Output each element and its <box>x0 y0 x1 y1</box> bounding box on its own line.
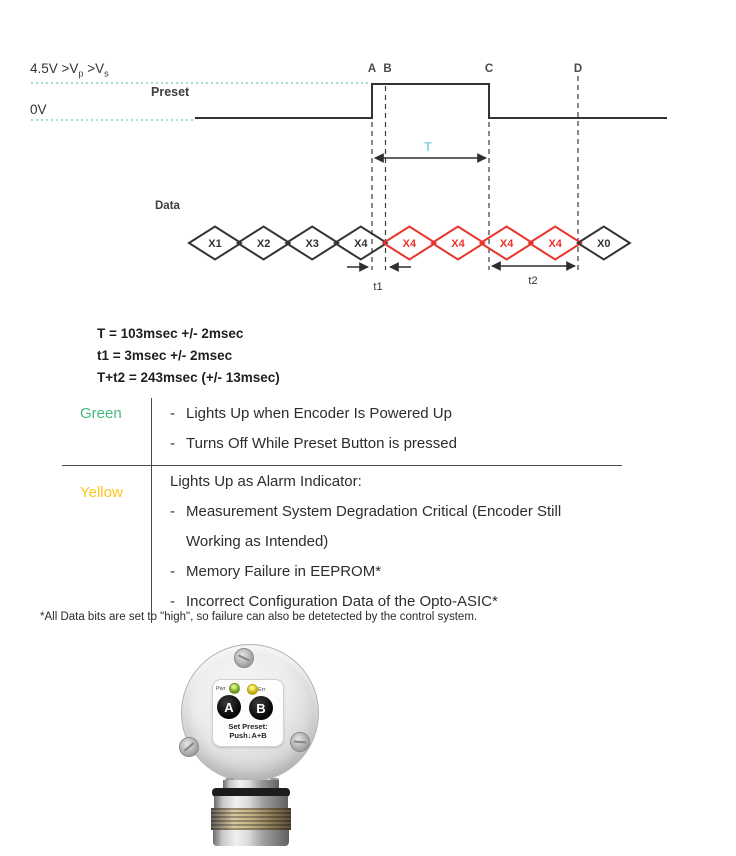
data-cell-diamond <box>189 227 241 260</box>
connector-threads <box>211 808 291 830</box>
description-bullet: - Lights Up when Encoder Is Powered Up <box>170 405 452 422</box>
marker-label-B: B <box>383 63 392 75</box>
data-cell-label: X4 <box>499 238 514 250</box>
indicator-color-label: Green <box>62 398 152 465</box>
button-a <box>217 695 241 719</box>
indicator-description <box>152 398 622 465</box>
data-signal-label: Data <box>155 200 180 212</box>
indicator-description <box>152 466 622 623</box>
data-cell-diamond <box>238 227 290 260</box>
data-cell-label: X4 <box>354 238 368 250</box>
data-cell-label: X4 <box>451 238 465 250</box>
data-cell-label: X2 <box>256 238 271 250</box>
button-b-letter: B <box>256 700 266 716</box>
data-cell-label: X1 <box>208 238 222 250</box>
data-cell-diamond <box>286 227 338 260</box>
timing-specs <box>97 323 280 389</box>
marker-label-A: A <box>367 63 377 75</box>
connector-middle <box>214 796 288 808</box>
pwr-led-label: Pwr <box>216 686 226 692</box>
data-cell-diamond <box>335 227 387 260</box>
table-row <box>62 465 622 623</box>
timing-spec-line: T = 103msec +/- 2msec <box>97 326 244 341</box>
t1-label: t1 <box>373 281 383 293</box>
indicator-color-label: Yellow <box>62 466 152 623</box>
marker-label-D: D <box>573 63 583 75</box>
screw-bottom-right <box>290 732 310 752</box>
data-cell-diamond <box>529 227 581 260</box>
description-bullet: - Measurement System Degradation Critical (Encoder Still Working as Intended) <box>170 503 562 550</box>
set-preset-text: Set Preset: <box>228 722 268 731</box>
data-cell-diamond <box>432 227 484 260</box>
zero-volt-label: 0V <box>30 102 47 117</box>
marker-label-C: C <box>484 63 494 75</box>
screw-bottom-left <box>179 737 199 757</box>
table-row <box>62 398 622 465</box>
data-cell-label: X4 <box>402 238 417 250</box>
timing-diagram <box>0 0 736 300</box>
data-cell-diamond <box>383 227 435 260</box>
voltage-high-label: $4.5V >V_p >V_s$ <box>30 61 109 79</box>
data-cells <box>189 227 630 260</box>
description-bullet: - Incorrect Configuration Data of the Opto-ASIC* <box>170 593 498 610</box>
preset-signal-trace <box>195 84 667 118</box>
t2-label: t2 <box>528 275 538 287</box>
preset-signal-label: Preset <box>151 85 190 99</box>
timing-spec-line: t1 = 3msec +/- 2msec <box>97 348 233 363</box>
connector-base <box>213 830 289 846</box>
device-label-plate <box>212 679 284 747</box>
err-led-label: Err <box>258 687 266 693</box>
description-bullet: - Memory Failure in EEPROM* <box>170 563 382 580</box>
data-cell-label: X4 <box>548 238 562 250</box>
push-ab-text: Push↓A+B <box>229 731 267 740</box>
data-cell-label: X0 <box>597 238 611 250</box>
data-cell-label: X3 <box>305 238 319 250</box>
timing-spec-line: T+t2 = 243msec (+/- 13msec) <box>97 370 280 385</box>
led-indicator-table <box>62 398 622 623</box>
set-preset-instruction <box>213 722 283 740</box>
power-led <box>229 683 240 694</box>
data-cell-diamond <box>578 227 630 260</box>
encoder-photo <box>180 642 325 856</box>
button-b <box>249 696 273 720</box>
screw-top <box>234 648 254 668</box>
description-intro: Lights Up as Alarm Indicator: <box>170 473 362 490</box>
down-arrow-icon: ↓ <box>247 731 252 740</box>
footnote: *All Data bits are set to "high", so failure can also be detetected by the control system. <box>40 611 478 623</box>
button-a-letter: A <box>224 699 234 715</box>
description-bullet: - Turns Off While Preset Button is pressed <box>170 435 457 452</box>
t-arrow-label: T <box>424 140 432 154</box>
error-led <box>247 684 258 695</box>
